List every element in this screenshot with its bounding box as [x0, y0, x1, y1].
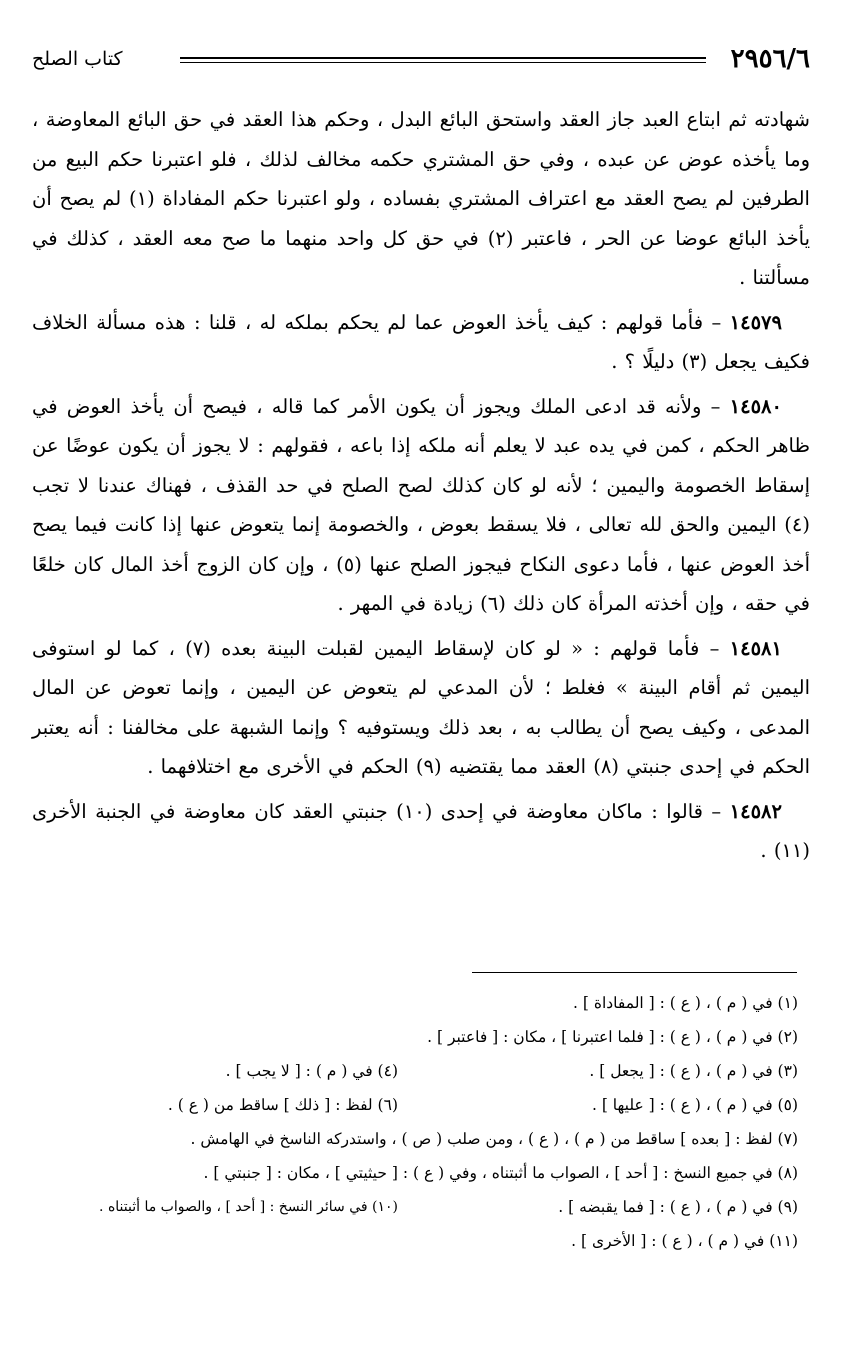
footnote-row [60, 1156, 798, 1190]
footnote-8: (٨) في جميع النسخ : [ أحد ] ، الصواب ما أثبتناه ، وفي ( ع ) : [ حيثيتي ] ، مكان : [ جنبتي ] . [203, 1164, 798, 1182]
footnote-separator [472, 972, 797, 973]
footnote-row [60, 1224, 798, 1258]
footnote-row [60, 986, 798, 1020]
footnote-3: (٣) في ( م ) ، ( ع ) : [ يجعل ] . [589, 1062, 798, 1080]
paragraph-text: – قالوا : ماكان معاوضة في إحدى (١٠) جنبتي العقد كان معاوضة في الجنبة الأخرى (١١) . [32, 799, 810, 862]
paragraph-number: ١٤٥٨١ [729, 636, 783, 660]
footnote-row [60, 1190, 798, 1224]
footnote-2: (٢) في ( م ) ، ( ع ) : [ فلما اعتبرنا ] ، مكان : [ فاعتبر ] . [427, 1028, 798, 1046]
footnote-row [60, 1122, 798, 1156]
paragraph-number: ١٤٥٨٠ [729, 394, 782, 418]
footnote-7: (٧) لفظ : [ بعده ] ساقط من ( م ) ، ( ع ) ، ومن صلب ( ص ) ، واستدركه الناسخ في الهامش . [190, 1130, 798, 1148]
footnote-11: (١١) في ( م ) ، ( ع ) : [ الأخرى ] . [571, 1232, 798, 1250]
footnote-row [60, 1020, 798, 1054]
footnote-6: (٦) لفظ : [ ذلك ] ساقط من ( ع ) . [167, 1096, 398, 1114]
paragraph-number: ١٤٥٨٢ [729, 799, 782, 823]
paragraph-14580 [32, 387, 810, 624]
footnote-4: (٤) في ( م ) : [ لا يجب ] . [225, 1062, 398, 1080]
page-number: ٢٩٥٦/٦ [730, 44, 810, 74]
page-header [32, 42, 810, 76]
footnote-1: (١) في ( م ) ، ( ع ) : [ المفاداة ] . [573, 994, 798, 1012]
paragraph-number: ١٤٥٧٩ [729, 310, 782, 334]
footnotes [60, 986, 798, 1258]
paragraph-text: – فأما قولهم : « لو كان لإسقاط اليمين لقبلت البينة بعده (٧) ، كما لو استوفى اليمين ثم أقام البينة » فغلط ؛ لأن المدعي لم يتعوض عن اليمين ، وإنما تعوض عن المال المدعى ، وكيف يصح أن يطالب به ، بعد ذلك ويستوفيه ؟ وإنما الشبهة على مخالفنا : أنه يعتبر الحكم في إحدى جنبتي (٨) العقد مما يقتضيه (٩) الحكم في الأخرى مع اختلافهما . [32, 636, 810, 778]
header-double-rule [180, 57, 706, 63]
main-text [32, 100, 810, 876]
footnote-5: (٥) في ( م ) ، ( ع ) : [ عليها ] . [591, 1096, 798, 1114]
paragraph-14579 [32, 303, 810, 382]
running-title: كتاب الصلح [32, 48, 123, 70]
paragraph-text: – ولأنه قد ادعى الملك ويجوز أن يكون الأمر كما قاله ، فيصح أن يأخذ العوض في ظاهر الحكم ، كمن في يده عبد لا يعلم أنه ملكه إذا باعه ، فقولهم : لا يجوز أن يكون عوضًا عن إسقاط الخصومة واليمين ؛ لأنه لو كان كذلك لصح الصلح في حد القذف ، فهناك عندنا لا تجب (٤) اليمين والحق لله تعالى ، فلا يسقط بعوض ، والخصومة إنما يتعوض عنها إذا كانت فيما يصح أخذ العوض عنها ، فأما دعوى النكاح فيجوز الصلح عنها (٥) ، وإن كان الزوج أخذ المال كان خلعًا في حقه ، وإن أخذته المرأة كان ذلك (٦) زيادة في المهر . [32, 394, 810, 615]
paragraph-14581 [32, 629, 810, 787]
paragraph-14582 [32, 792, 810, 871]
paragraph-text: – فأما قولهم : كيف يأخذ العوض عما لم يحكم بملكه له ، قلنا : هذه مسألة الخلاف فكيف يجعل (٣) دليلًا ؟ . [32, 310, 810, 373]
footnote-row [60, 1088, 798, 1122]
footnote-9: (٩) في ( م ) ، ( ع ) : [ فما يقبضه ] . [558, 1198, 798, 1216]
paragraph-continued: شهادته ثم ابتاع العبد جاز العقد واستحق البائع البدل ، وحكم هذا العقد في حق البائع المعاوضة ، وما يأخذه عوض عن عبده ، وفي حق المشتري حكمه مخالف لذلك ، فلو اعتبرنا حكم البيع من الطرفين لم يصح العقد مع اعتراف المشتري بفساده ، ولو اعتبرنا حكم المفاداة (١) لم يصح أن يأخذ البائع عوضا عن الحر ، فاعتبر (٢) في حق كل واحد منهما ما صح معه العقد ، كذلك في مسألتنا . [32, 108, 810, 289]
footnote-row [60, 1054, 798, 1088]
footnote-10: (١٠) في سائر النسخ : [ أحد ] ، والصواب ما أثبتناه . [99, 1199, 398, 1215]
